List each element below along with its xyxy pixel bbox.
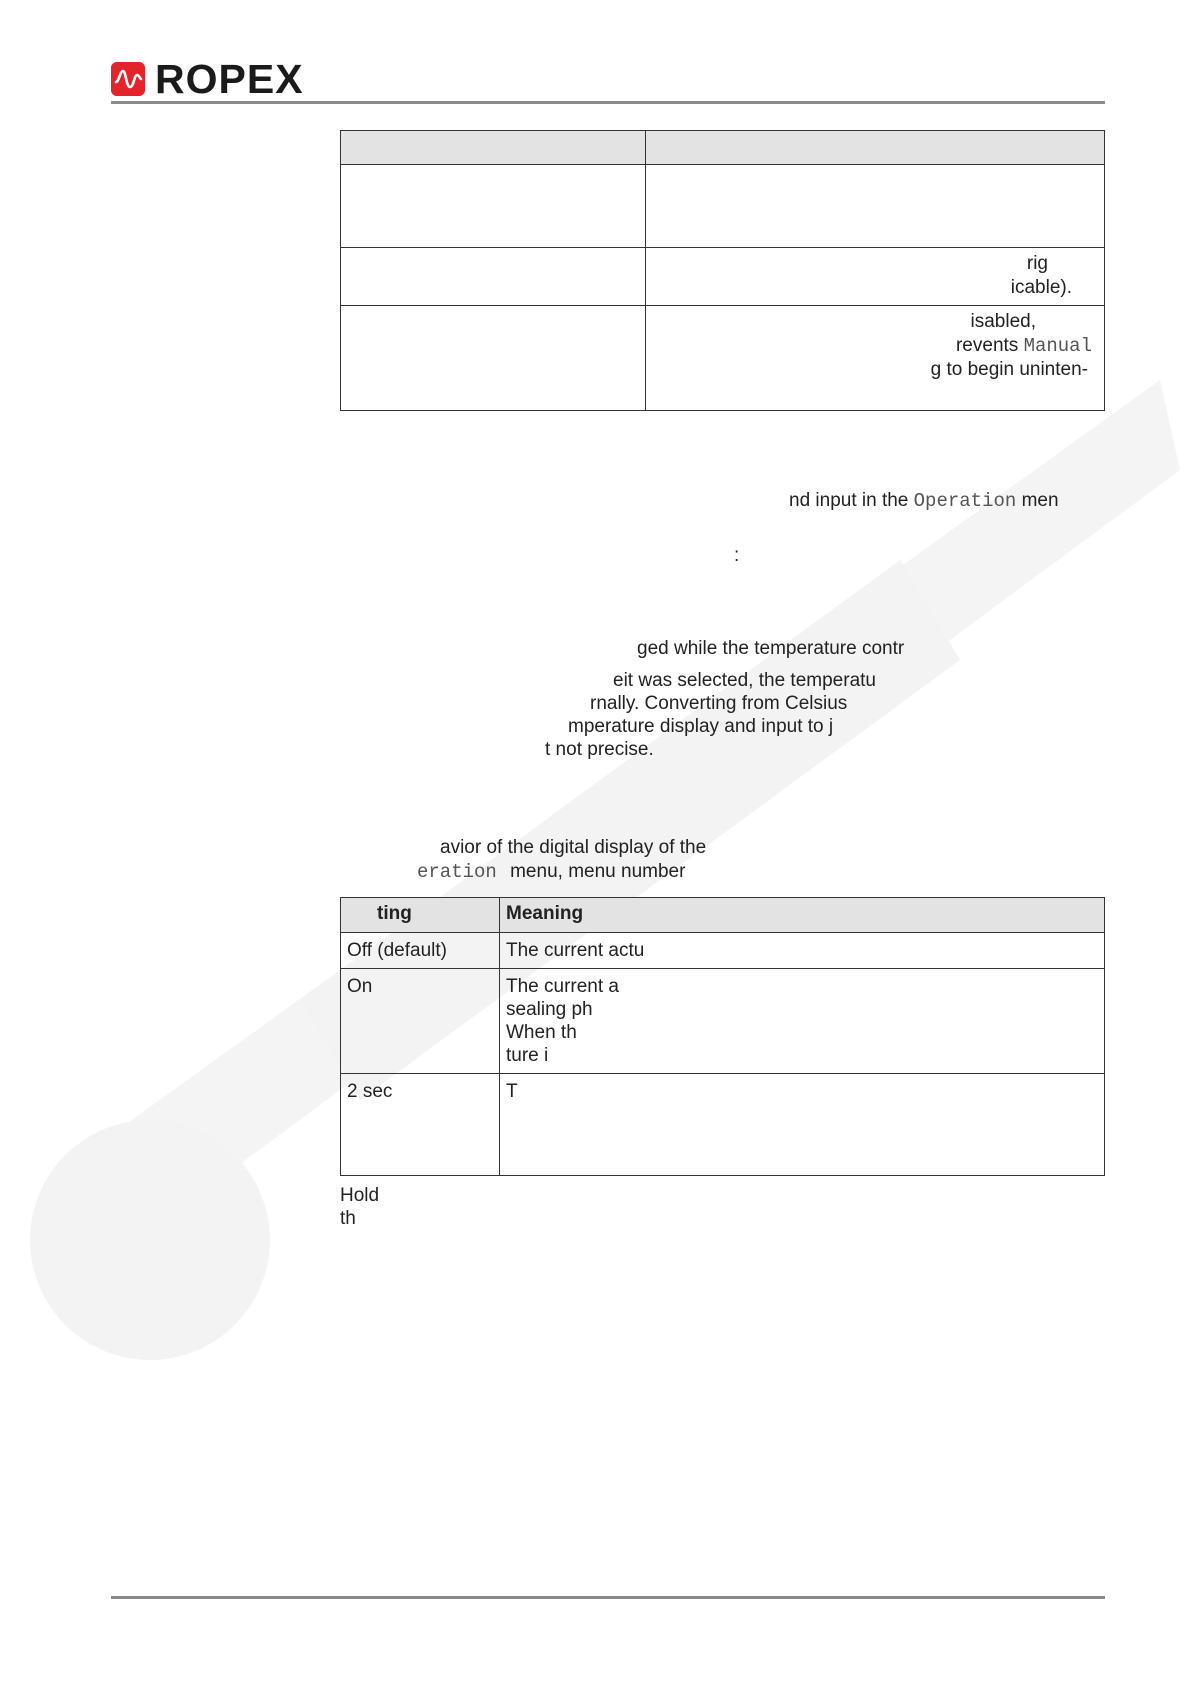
note-line: mperature display and input to j <box>568 716 834 737</box>
table1-cell <box>341 165 646 248</box>
display-behavior-line-2 <box>417 860 685 884</box>
display-behavior-line: avior of the digital display of the <box>440 837 707 858</box>
header-rule <box>111 101 1105 104</box>
table1-text-line: icable). <box>1010 277 1072 298</box>
meaning-cell <box>500 933 1105 969</box>
note-line: t not precise. <box>545 739 654 760</box>
colon-text: : <box>734 545 740 566</box>
note-line: eit was selected, the temperatu <box>613 670 876 691</box>
meaning-line: When th <box>506 1022 577 1043</box>
manual-code-term: Manual <box>1023 335 1092 357</box>
options-table-1 <box>340 130 1105 411</box>
note-line: rnally. Converting from Celsius <box>590 693 848 714</box>
paragraph-operation-menu <box>789 489 1059 513</box>
table1-cell <box>646 306 1105 411</box>
table2-header-row <box>341 898 1105 933</box>
meaning-line: T <box>506 1081 518 1102</box>
table1-text-line: isabled, <box>970 311 1036 332</box>
brand-logo <box>111 55 304 102</box>
note-line: ged while the temperature contr <box>637 638 905 659</box>
table-row <box>341 306 1105 411</box>
table1-text-fragment: revents <box>955 335 1019 356</box>
paragraph-text: menu, menu number <box>510 861 686 882</box>
operation-code-fragment: eration <box>417 861 497 883</box>
table1-text-line-with-code <box>931 334 1092 358</box>
table-row <box>341 933 1105 969</box>
setting-cell: Off (default) <box>341 933 500 969</box>
setting-cell: On <box>341 969 500 1074</box>
meaning-cell <box>500 969 1105 1074</box>
footnote-line: th <box>340 1208 356 1229</box>
table1-cell <box>341 306 646 411</box>
meaning-line: ture i <box>506 1045 549 1066</box>
operation-code-term: Operation <box>913 490 1017 512</box>
table1-header-cell-2 <box>646 131 1105 165</box>
meaning-line: sealing ph <box>506 999 593 1020</box>
table-row <box>341 165 1105 248</box>
table1-text-line: g to begin uninten- <box>930 359 1088 380</box>
table1-header-row <box>341 131 1105 165</box>
meaning-cell <box>500 1074 1105 1176</box>
table1-header-cell-1 <box>341 131 646 165</box>
paragraph-text: nd input in the <box>789 490 909 511</box>
ropex-logo-icon <box>111 62 145 96</box>
table1-cell <box>646 248 1105 306</box>
meaning-line: The current a <box>506 976 619 997</box>
meaning-column-header: Meaning <box>500 898 1105 933</box>
table-row <box>341 969 1105 1074</box>
table-row <box>341 248 1105 306</box>
brand-name: ROPEX <box>155 55 304 102</box>
footnote-line: Hold <box>340 1185 380 1206</box>
setting-column-header: ting <box>341 898 500 933</box>
paragraph-text: men <box>1021 490 1059 511</box>
table1-text-line: rig <box>1026 253 1048 274</box>
table1-cell <box>341 248 646 306</box>
table-row <box>341 1074 1105 1176</box>
footer-rule <box>111 1596 1105 1599</box>
setting-cell: 2 sec <box>341 1074 500 1176</box>
display-settings-table <box>340 897 1105 1176</box>
table1-cell <box>646 165 1105 248</box>
meaning-line: The current actu <box>506 940 645 961</box>
